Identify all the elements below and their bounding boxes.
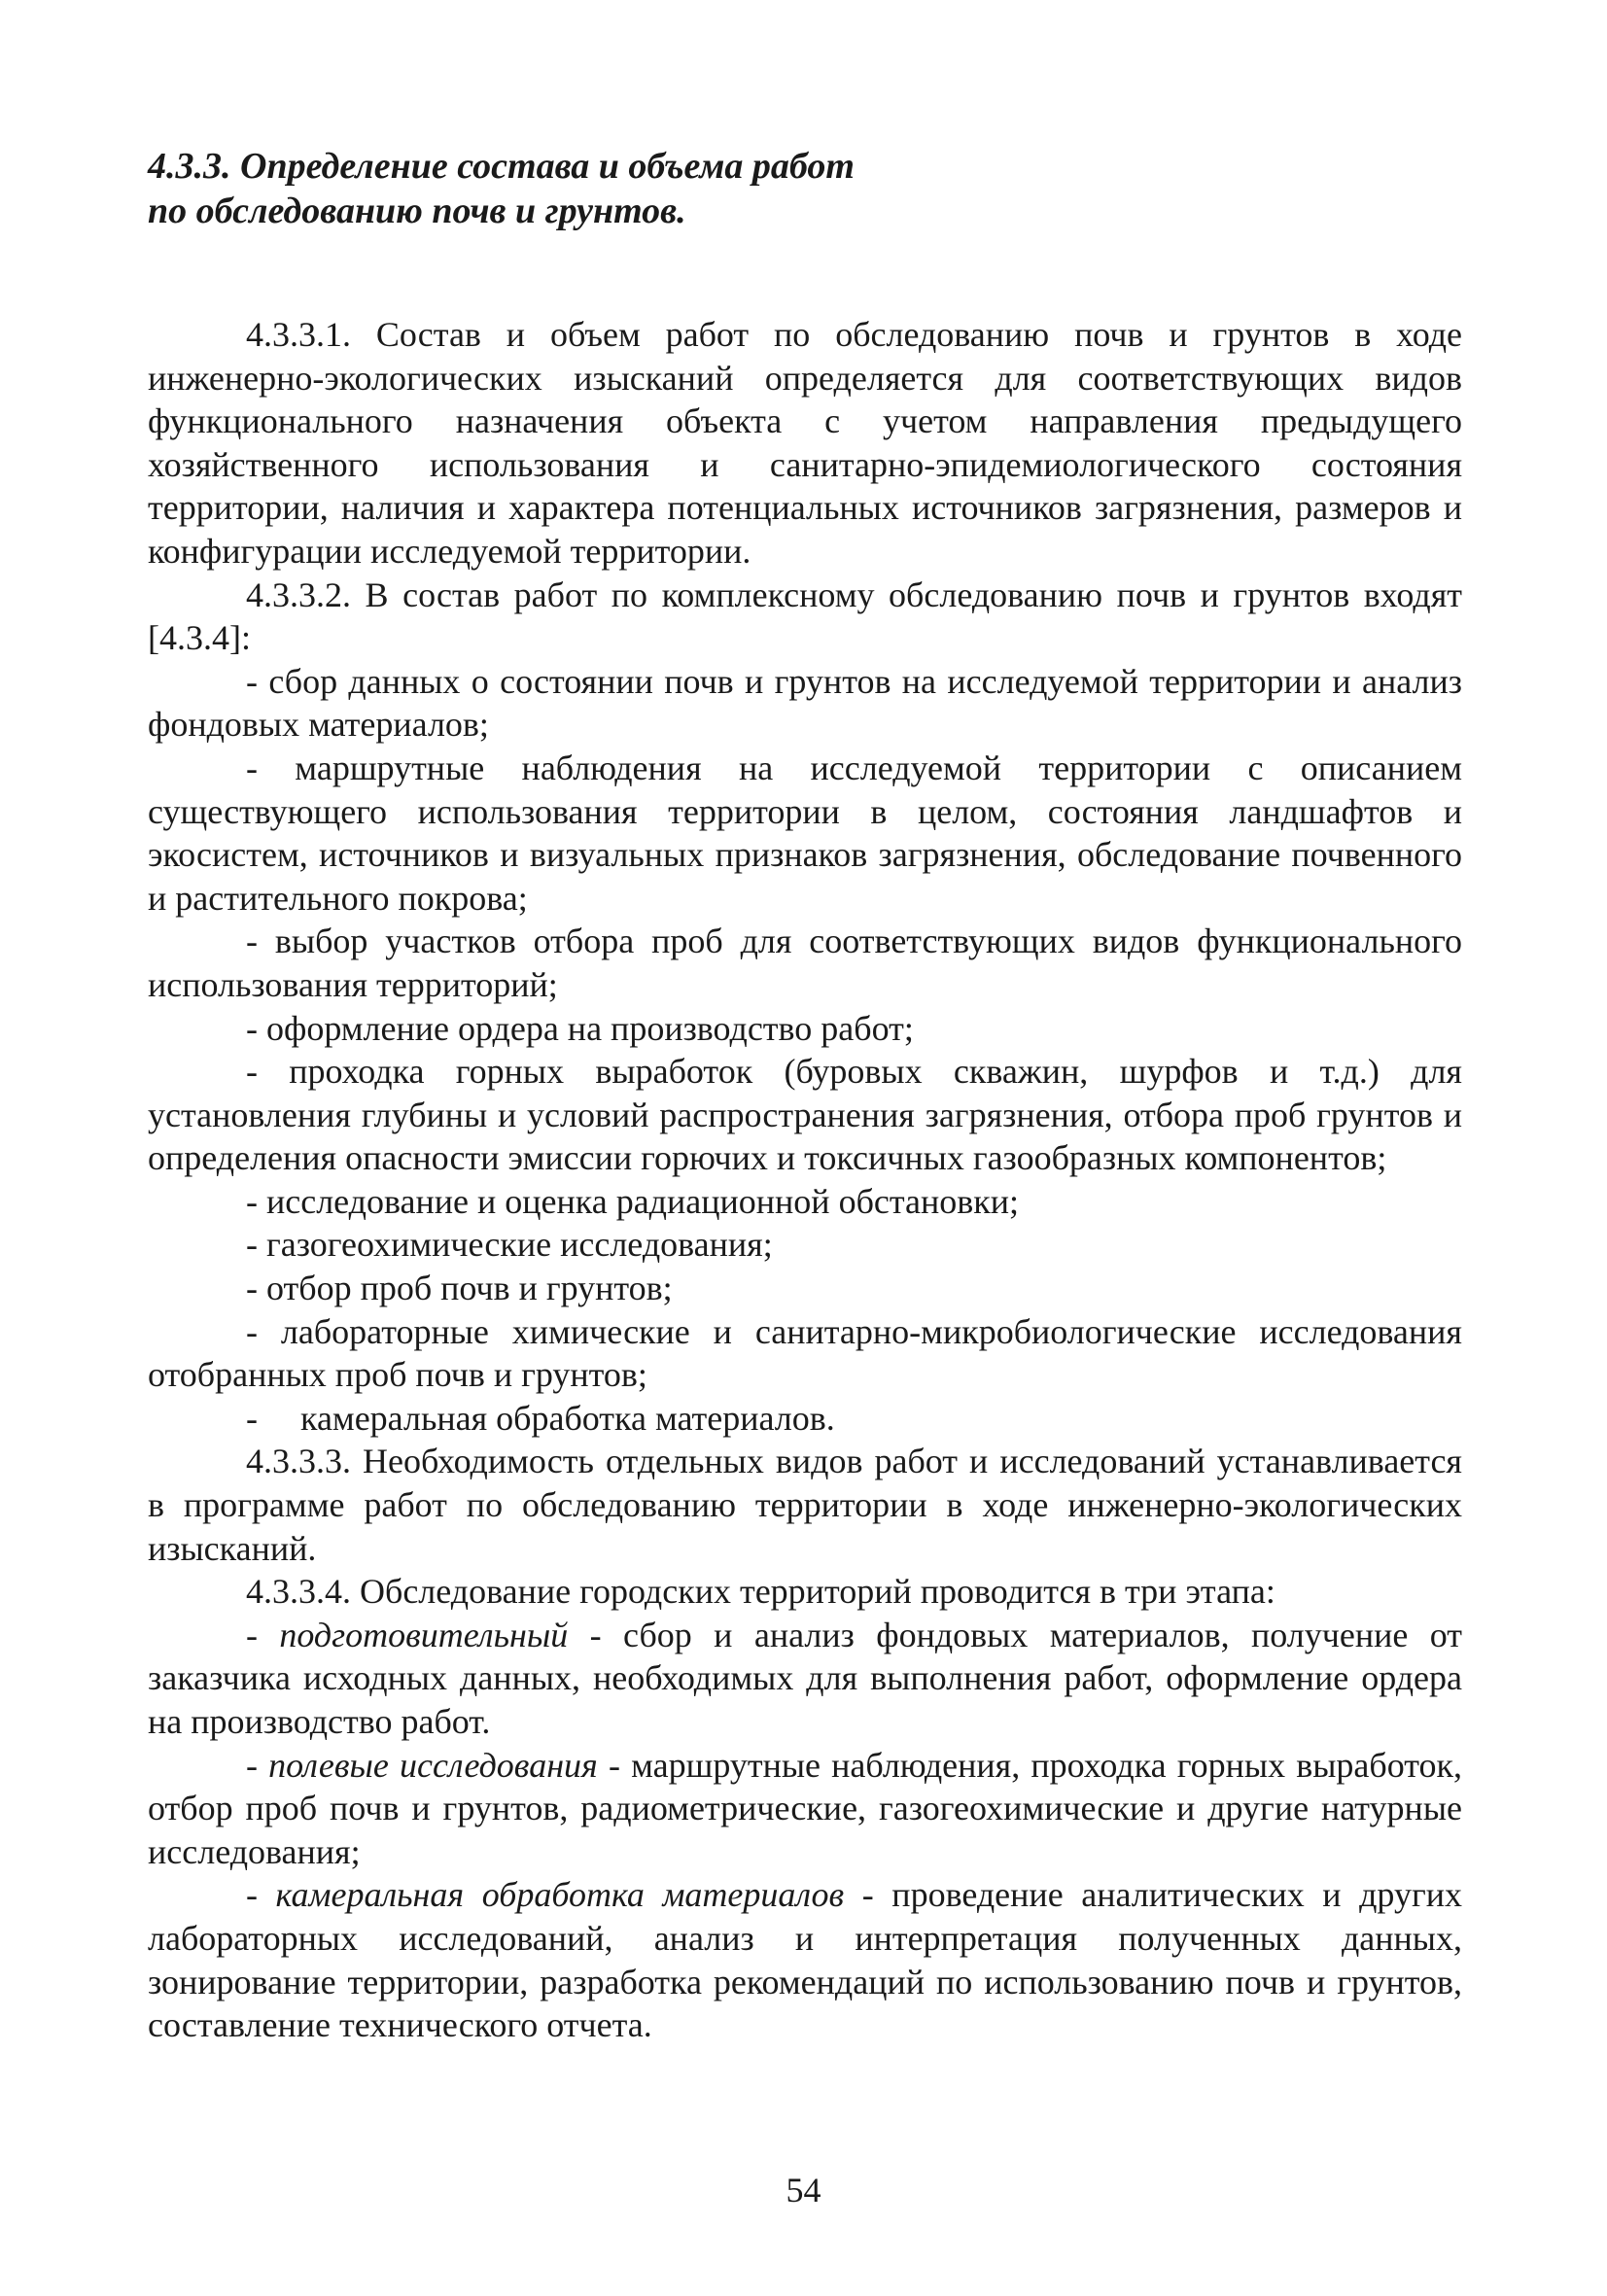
list-item-dash: - [246, 1398, 258, 1438]
section-heading [148, 144, 1462, 233]
stage-desk-processing-text: - проведение аналитических и других лабораторных исследований, анализ и интерпретация полученных данных, зонирование территории, разработка рекомендаций по использованию почв и грунтов, составление технического отчета. [148, 1875, 1462, 2045]
list-item-gas-geochemical: - газогеохимические исследования; [246, 1225, 773, 1265]
stage-preparatory-text: - сбор и анализ фондовых материалов, получение от заказчика исходных данных, необходимых для выполнения работ, оформление ордера на производство работ. [148, 1615, 1463, 1741]
list-item-desk-processing-text: камеральная обработка материалов. [300, 1398, 835, 1438]
list-item-desk-processing [148, 1397, 1462, 1441]
stage-field-research [148, 1744, 1462, 1874]
list-item-work-order: - оформление ордера на производство работ; [246, 1008, 914, 1048]
section-heading-line-2: по обследованию почв и грунтов. [148, 191, 686, 231]
page-content [148, 144, 1462, 2047]
list-item-lab-analysis: - лабораторные химические и санитарно-микробиологические исследования отобранных проб почв и грунтов; [148, 1311, 1462, 1395]
section-heading-line-1: 4.3.3. Определение состава и объема работ [148, 146, 855, 187]
stage-preparatory [148, 1614, 1462, 1744]
stage-desk-processing-term: - камеральная обработка материалов [246, 1875, 845, 1915]
paragraph-4-3-3-4: 4.3.3.4. Обследование городских территорий проводится в три этапа: [246, 1572, 1275, 1612]
list-item-mining-workings: - проходка горных выработок (буровых скважин, шурфов и т.д.) для установления глубины и условий распространения загрязнения, отбора проб грунтов и определения опасности эмиссии горючих и токсичных газообразных компонентов; [148, 1052, 1462, 1178]
page-number: 54 [786, 2171, 821, 2209]
stage-field-research-text: - маршрутные наблюдения, проходка горных выработок, отбор проб почв и грунтов, радиометрические, газогеохимические и другие натурные исследования; [148, 1745, 1462, 1871]
paragraph-4-3-3-3: 4.3.3.3. Необходимость отдельных видов работ и исследований устанавливается в программе работ по обследованию территории в ходе инженерно-экологических изысканий. [148, 1442, 1462, 1568]
stage-desk-processing [148, 1873, 1462, 2046]
paragraph-4-3-3-2: 4.3.3.2. В состав работ по комплексному обследованию почв и грунтов входят [4.3.4]: [148, 574, 1462, 658]
list-item-data-collection: - сбор данных о состоянии почв и грунтов на исследуемой территории и анализ фондовых материалов; [148, 661, 1462, 745]
stage-preparatory-term: - подготовительный [246, 1615, 569, 1654]
list-item-radiation-assessment: - исследование и оценка радиационной обстановки; [246, 1181, 1020, 1221]
list-item-site-selection: - выбор участков отбора проб для соответствующих видов функционального использования территорий; [148, 922, 1462, 1004]
list-item-route-observations: - маршрутные наблюдения на исследуемой территории с описанием существующего использования территории в целом, состояния ландшафтов и экосистем, источников и визуальных признаков загрязнения, обследование почвенного и растительного покрова; [148, 748, 1462, 918]
paragraph-4-3-3-1: 4.3.3.1. Состав и объем работ по обследованию почв и грунтов в ходе инженерно-экологических изысканий определяется для соответствующих видов функционального назначения объекта с учетом направления предыдущего хозяйственного использования и санитарно-эпидемиологического состояния территории, наличия и характера потенциальных источников загрязнения, размеров и конфигурации исследуемой территории. [148, 315, 1462, 571]
stage-field-research-term: - полевые исследования [246, 1745, 598, 1785]
list-item-sampling: - отбор проб почв и грунтов; [246, 1269, 673, 1308]
